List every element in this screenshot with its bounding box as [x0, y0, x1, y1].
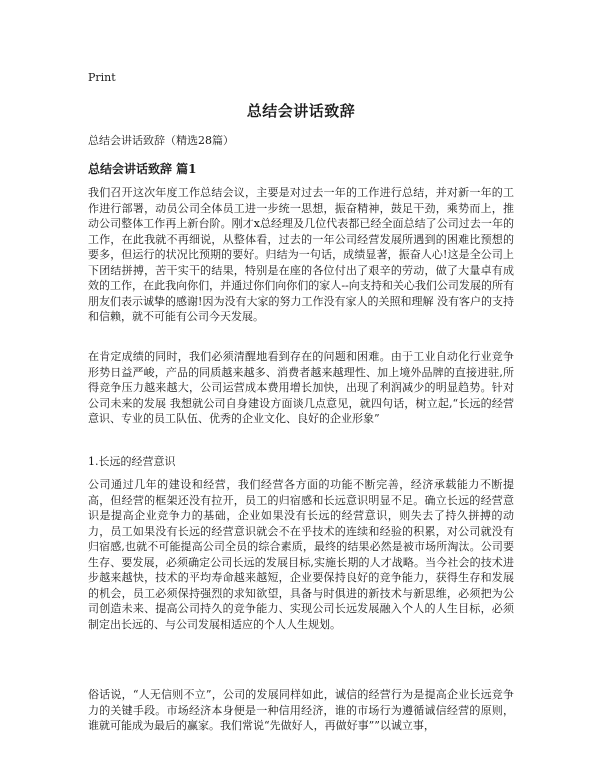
document-title: 总结会讲话致辞 — [246, 102, 356, 120]
body-paragraph: 公司通过几年的建设和经营，我们经营各方面的功能不断完善，经济承载能力不断提高，但经营的框架还没有拉开，员工的归宿感和长远意识明显不足。确立长远的经营意识是提高企业竞争力的基础，企业如果没有长远的经营意识，则失去了持久拼搏的动力，员工如果没有长远的经营意识就会不在乎技术的连续和经验的积累，对公司就没有归宿感,也就不可能提高公司全员的综合素质，最终的结果必然是被市场所淘汰。公司要生存、要发展，必须确定公司长远的发展目标,实施长期的人才战略。当今社会的技术进步越来越快，技术的平均寿命越来越短，企业要保持良好的竞争能力，获得生存和发展的机会，员工必须保持强烈的求知欲望，具备与时俱进的新技术与新思维，必须把为公司创造未来、提高公司持久的竞争能力、实现公司长远发展融入个人的人生目标，必须制定出长远的、与公司发展相适应的个人人生规划。 — [88, 478, 514, 631]
body-paragraph: 在肯定成绩的同时，我们必须清醒地看到存在的问题和困难。由于工业自动化行业竞争形势日益严峻，产品的同质越来越多、消费者越来越理性、加上境外品牌的直接进驻,所得竞争压力越来越大，公司运营成本费用增长加快，出现了利润减少的明显趋势。针对公司未来的发展 我想就公司自身建设方面谈几点意见，就四句话，树立起,“长远的经营意识、专业的员工队伍、优秀的企业文化、良好的企业形象” — [88, 350, 514, 425]
body-paragraph: 我们召开这次年度工作总结会议，主要是对过去一年的工作进行总结，并对新一年的工作进行部署，动员公司全体员工进一步统一思想，振奋精神，鼓足干劲，乘势而上，推动公司整体工作再上新台阶。刚才x总经理及几位代表都已经全面总结了公司过去一年的工作，在此我就不再细说，从整体看，过去的一年公司经营发展所遇到的困难比预想的要多，但运行的状况比预期的要好。归结为一句话，成绩显著，振奋人心!这是全公司上下团结拼搏，苦干实干的结果，特别是在座的各位付出了艰辛的劳动，做了大量卓有成效的工作，在此我向你们，并通过你们向你们的家人--向支持和关心我们公司发展的所有朋友们表示诚挚的感谢!因为没有大家的努力工作没有家人的关照和理解 没有客户的支持和信赖，就不可能有公司今天发展。 — [88, 186, 514, 323]
document-subtitle: 总结会讲话致辞（精选28篇） — [88, 134, 234, 147]
body-paragraph: 俗话说，“人无信则不立”，公司的发展同样如此，诚信的经营行为是提高企业长远竞争力的关键手段。市场经济本身便是一种信用经济，谁的市场行为遵循诚信经营的原则，谁就可能成为最后的赢家。我们常说“先做好人，再做好事””以诚立事， — [88, 688, 514, 732]
sub-heading: 1.长远的经营意识 — [88, 455, 176, 468]
section-heading: 总结会讲话致辞 篇1 — [88, 162, 197, 176]
print-link[interactable]: Print — [88, 71, 116, 84]
